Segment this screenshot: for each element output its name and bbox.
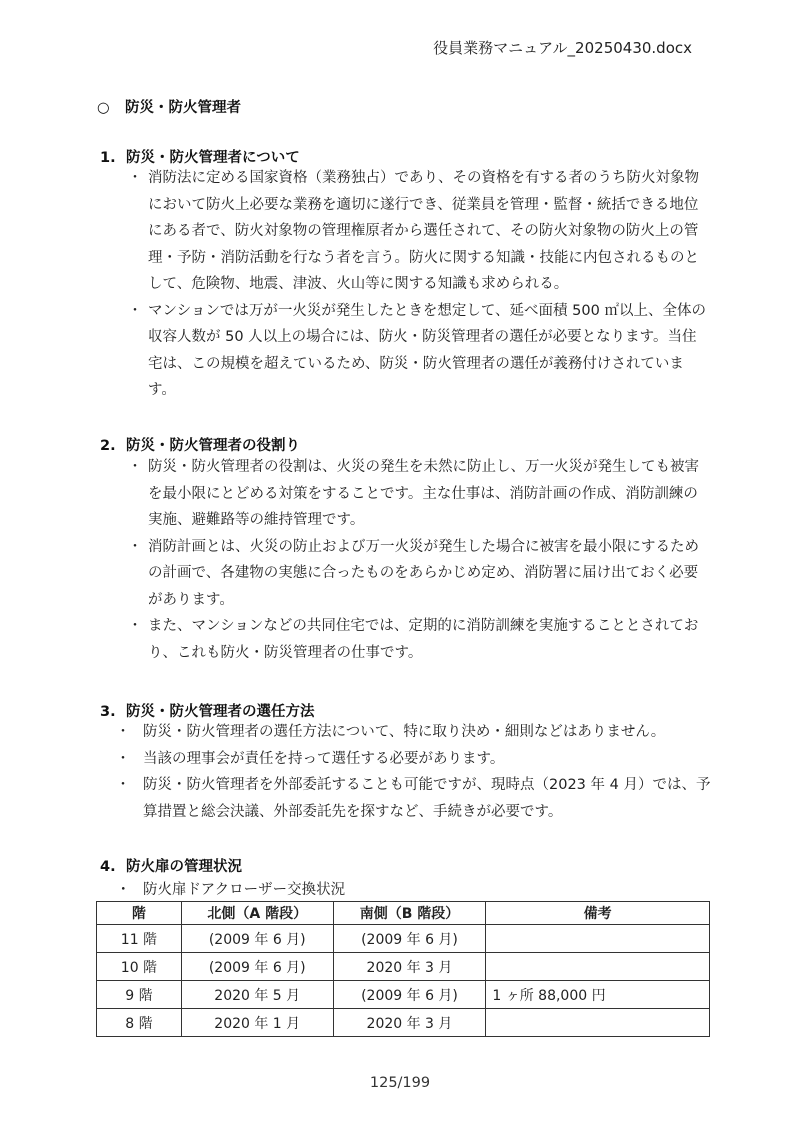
cell-notes — [486, 953, 710, 981]
table-row — [97, 953, 710, 981]
cell-notes: 1 ヶ所 88,000 円 — [486, 981, 710, 1009]
table-header-row — [97, 902, 710, 925]
column-header-south: 南側（B 階段） — [333, 902, 486, 925]
section-1-heading — [100, 146, 300, 167]
list-item — [128, 613, 708, 666]
circle-marker: ○ — [97, 100, 110, 116]
column-header-notes: 備考 — [486, 902, 710, 925]
bullet-text: 消防計画とは、火災の防止および万一火災が発生した場合に被害を最小限にするための計画で、各建物の実態に合ったものをあらかじめ定め、消防署に届け出ておく必要があります。 — [148, 538, 699, 608]
bullet-text: また、マンションなどの共同住宅では、定期的に消防訓練を実施することとされており、これも防火・防災管理者の仕事です。 — [148, 618, 699, 661]
section-1-bullets — [128, 165, 708, 404]
section-3-heading — [100, 700, 315, 721]
table-row — [97, 981, 710, 1009]
cell-north: (2009 年 6 月) — [181, 925, 333, 953]
bullet-mark: ・ — [116, 777, 130, 793]
section-3-bullets — [116, 719, 713, 825]
cell-floor: 8 階 — [97, 1009, 182, 1037]
bullet-text: 防災・防火管理者の選任方法について、特に取り決め・細則などはありません。 — [143, 724, 666, 740]
section-number: 4. — [100, 859, 116, 875]
section-heading-text: 防災・防火管理者の役割り — [126, 438, 300, 454]
list-item — [128, 534, 708, 614]
list-item — [116, 772, 713, 825]
cell-south: 2020 年 3 月 — [333, 1009, 486, 1037]
section-heading-text: 防災・防火管理者について — [126, 150, 300, 166]
section-number: 2. — [100, 438, 116, 454]
list-item — [116, 719, 713, 746]
list-item — [128, 165, 708, 298]
cell-floor: 11 階 — [97, 925, 182, 953]
bullet-mark: ・ — [116, 750, 130, 767]
bullet-text: マンションでは万が一火災が発生したときを想定して、延べ面積 500 ㎡以上、全体の収容人数が 50 人以上の場合には、防火・防災管理者の選任が必要となります。当住宅は、この規模を超えているため、防災・防火管理者の選任が義務付けされています。 — [148, 302, 706, 398]
column-header-floor: 階 — [97, 902, 182, 925]
table-caption — [116, 878, 346, 899]
section-heading-text: 防災・防火管理者の選任方法 — [126, 704, 315, 720]
page-title — [97, 96, 241, 117]
bullet-text: 当該の理事会が責任を持って選任する必要があります。 — [143, 750, 505, 767]
document-filename: 役員業務マニュアル_20250430.docx — [433, 39, 692, 57]
bullet-mark: ・ — [128, 538, 142, 555]
cell-north: 2020 年 5 月 — [181, 981, 333, 1009]
bullet-text: 消防法に定める国家資格（業務独占）であり、その資格を有する者のうち防火対象物において防火上必要な業務を適切に遂行でき、従業員を管理・監督・統括できる地位にある者で、防火対象物の管理権原者から選任されて、その防火対象物の防火上の管理・予防・消防活動を行なう者を言う。防火に関する知識・技能に内包されるものとして、危険物、地震、津波、火山等に関する知識も求められる。 — [148, 170, 699, 292]
section-2-heading — [100, 434, 300, 455]
list-item — [116, 746, 713, 773]
cell-north: 2020 年 1 月 — [181, 1009, 333, 1037]
cell-south: (2009 年 6 月) — [333, 925, 486, 953]
door-closer-table — [96, 901, 710, 1037]
bullet-mark: ・ — [128, 459, 142, 475]
bullet-mark: ・ — [116, 882, 131, 898]
bullet-text: 防災・防火管理者を外部委託することも可能ですが、現時点（2023 年 4 月）では、予算措置と総会決議、外部委託先を探すなど、手続きが必要です。 — [143, 777, 711, 820]
list-item — [128, 454, 708, 534]
column-header-north: 北側（A 階段） — [181, 902, 333, 925]
section-4-heading — [100, 855, 242, 876]
table-row — [97, 1009, 710, 1037]
bullet-mark: ・ — [128, 302, 142, 319]
section-heading-text: 防火扉の管理状況 — [126, 859, 242, 875]
cell-floor: 9 階 — [97, 981, 182, 1009]
page-number: 125/199 — [369, 1075, 431, 1091]
section-number: 1. — [100, 150, 116, 166]
bullet-text: 防災・防火管理者の役割は、火災の発生を未然に防止し、万一火災が発生しても被害を最小限にとどめる対策をすることです。主な仕事は、消防計画の作成、消防訓練の実施、避難路等の維持管理です。 — [148, 459, 699, 528]
bullet-mark: ・ — [128, 170, 142, 186]
list-item — [128, 298, 708, 404]
bullet-mark: ・ — [116, 724, 130, 740]
table-caption-text: 防火扉ドアクローザー交換状況 — [143, 882, 346, 898]
section-number: 3. — [100, 704, 116, 720]
page-title-text: 防災・防火管理者 — [125, 100, 241, 116]
bullet-mark: ・ — [128, 618, 142, 634]
cell-south: (2009 年 6 月) — [333, 981, 486, 1009]
section-2-bullets — [128, 454, 708, 666]
cell-north: (2009 年 6 月) — [181, 953, 333, 981]
table-row — [97, 925, 710, 953]
cell-notes — [486, 1009, 710, 1037]
cell-notes — [486, 925, 710, 953]
cell-floor: 10 階 — [97, 953, 182, 981]
cell-south: 2020 年 3 月 — [333, 953, 486, 981]
